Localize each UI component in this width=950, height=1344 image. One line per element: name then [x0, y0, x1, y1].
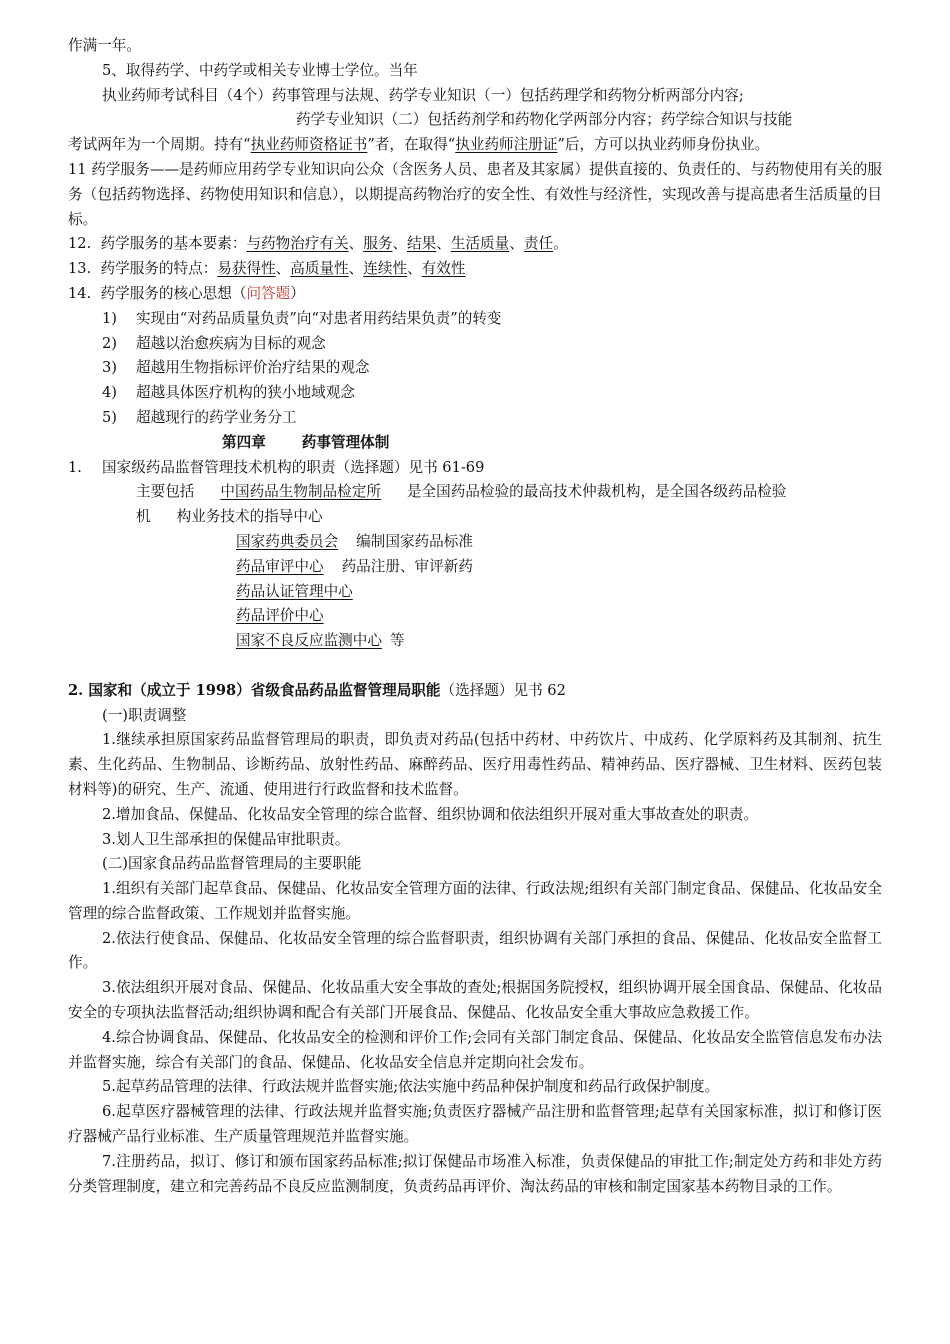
item-11: 11 药学服务——是药师应用药学专业知识向公众（含医务人员、患者及其家属）提供直接的、负责任的、与药物使用有关的服务（包括药物选择、药物使用知识和信息），以期提高药物治疗的安全性、有效性与经济性，实现改善与提高患者生活质量的目标。: [68, 160, 882, 228]
text-line: 考试两年为一个周期。持有“执业药师资格证书”者，在取得“执业药师注册证”后，方可以执业药师身份执业。: [68, 136, 770, 154]
underlined-term: 执业药师资格证书: [250, 136, 368, 154]
list-item: 1) 实现由“对药品质量负责”向“对患者用药结果负责”的转变: [102, 309, 502, 327]
sub-institution: 药品审评中心 药品注册、审评新药: [236, 557, 473, 575]
underlined-term: 与药物治疗有关: [246, 235, 349, 253]
underlined-term: 生活质量: [450, 235, 510, 253]
paragraph: 3.依法组织开展对食品、保健品、化妆品重大安全事故的查处;根据国务院授权，组织协调开展全国食品、保健品、化妆品安全的专项执法监督活动;组织协调和配合有关部门开展食品、保健品、化妆品安全重大事故应急救援工作。: [68, 979, 882, 1022]
text-line: 5、取得药学、中药学或相关专业博士学位。当年: [102, 61, 418, 79]
underlined-term: 连续性: [363, 260, 408, 278]
sub-institution: 国家不良反应监测中心 等: [236, 632, 405, 650]
institution-name: 国家药典委员会: [236, 532, 339, 550]
paragraph: 2.增加食品、保健品、化妆品安全管理的综合监督、组织协调和依法组织开展对重大事故查处的职责。: [102, 805, 759, 823]
institution-name: 中国药品生物制品检定所: [220, 483, 381, 501]
underlined-term: 易获得性: [217, 260, 276, 278]
text-line: 执业药师考试科目（4个）药事管理与法规、药学专业知识（一）包括药理学和药物分析两部分内容;: [102, 86, 744, 104]
subsection-heading: (一)职责调整: [102, 706, 187, 724]
list-item: 3) 超越用生物指标评价治疗结果的观念: [102, 359, 370, 377]
sub-institution: [68, 580, 882, 605]
paragraph: 1.继续承担原国家药品监督管理局的职责，即负责对药品(包括中药材、中药饮片、中成药、化学原料药及其制剂、抗生素、生化药品、生物制品、诊断药品、放射性药品、麻醉药品、医疗用毒性药品、精神药品、医疗器械、卫生材料、医药包装材料等)的研究、生产、流通、使用进行行政监督和技术监督。: [68, 731, 882, 798]
question-type-tag: 问答题: [246, 284, 291, 302]
item-13: 13. 药学服务的特点：易获得性、高质量性、连续性、有效性: [68, 260, 466, 278]
underlined-term: 高质量性: [290, 260, 349, 278]
paragraph: 3.划人卫生部承担的保健品审批职责。: [102, 830, 350, 848]
underlined-term: 责任: [523, 235, 554, 253]
institution-name: 药品评价中心: [236, 607, 324, 625]
paragraph: 2.依法行使食品、保健品、化妆品安全管理的综合监督职责，组织协调有关部门承担的食品、保健品、化妆品安全监督工作。: [68, 929, 882, 972]
paragraph: 6.起草医疗器械管理的法律、行政法规并监督实施;负责医疗器械产品注册和监督管理;起草有关国家标准，拟订和修订医疗器械产品行业标准、生产质量管理规范并监督实施。: [68, 1103, 882, 1146]
underlined-term: 执业药师注册证: [455, 136, 558, 154]
institution-name: 国家不良反应监测中心: [236, 632, 382, 650]
institution-line: 主要包括 中国药品生物制品检定所 是全国药品检验的最高技术仲裁机构，是全国各级药品检验: [136, 483, 787, 501]
chapter-heading: 第四章 药事管理体制: [222, 433, 390, 451]
document-page: [68, 34, 882, 1199]
paragraph: 5.起草药品管理的法律、行政法规并监督实施;依法实施中药品种保护制度和药品行政保护制度。: [102, 1078, 720, 1096]
paragraph: 7.注册药品，拟订、修订和颁布国家药品标准;拟订保健品市场准入标准，负责保健品的审批工作;制定处方药和非处方药分类管理制度，建立和完善药品不良反应监测制度，负责药品再评价、淘汰药品的审核和制定国家基本药物目录的工作。: [68, 1152, 882, 1195]
institution-name: 药品认证管理中心: [236, 582, 353, 600]
text-line: 药学专业知识（二）包括药剂学和药物化学两部分内容；药学综合知识与技能: [296, 111, 793, 129]
sub-institution: 国家药典委员会 编制国家药品标准: [236, 532, 473, 550]
section-2-heading: 2. 国家和（成立于 1998）省级食品药品监督管理局职能（选择题）见书 62: [68, 681, 566, 699]
subsection-heading: (二)国家食品药品监督管理局的主要职能: [102, 855, 362, 873]
underlined-term: 有效性: [421, 260, 466, 278]
item-14: 14. 药学服务的核心思想（问答题）: [68, 284, 305, 302]
list-item: 2) 超越以治愈疾病为目标的观念: [102, 334, 326, 352]
list-item: 4) 超越具体医疗机构的狭小地域观念: [102, 384, 355, 402]
paragraph: 1.组织有关部门起草食品、保健品、化妆品安全管理方面的法律、行政法规;组织有关部门制定食品、保健品、化妆品安全管理的综合监督政策、工作规划并监督实施。: [68, 880, 882, 922]
underlined-term: 结果: [407, 235, 437, 253]
paragraph: 4.综合协调食品、保健品、化妆品安全的检测和评价工作;会同有关部门制定食品、保健品、化妆品安全监管信息发布办法并监督实施，综合有关部门的食品、保健品、化妆品安全信息并定期向社会发布。: [68, 1028, 882, 1071]
institution-name: 药品审评中心: [236, 557, 324, 575]
underlined-term: 服务: [363, 235, 393, 253]
section-1-heading: 1. 国家级药品监督管理技术机构的职责（选择题）见书 61-69: [68, 458, 485, 476]
sub-institution: [68, 604, 882, 629]
list-item: 5) 超越现行的药学业务分工: [102, 408, 297, 426]
core-points-list: [68, 307, 882, 431]
institution-line: 机 构业务技术的指导中心: [136, 508, 323, 526]
item-12: 12. 药学服务的基本要素：与药物治疗有关、服务、结果、生活质量、责任。: [68, 235, 568, 253]
text-line: 作满一年。: [68, 37, 141, 54]
